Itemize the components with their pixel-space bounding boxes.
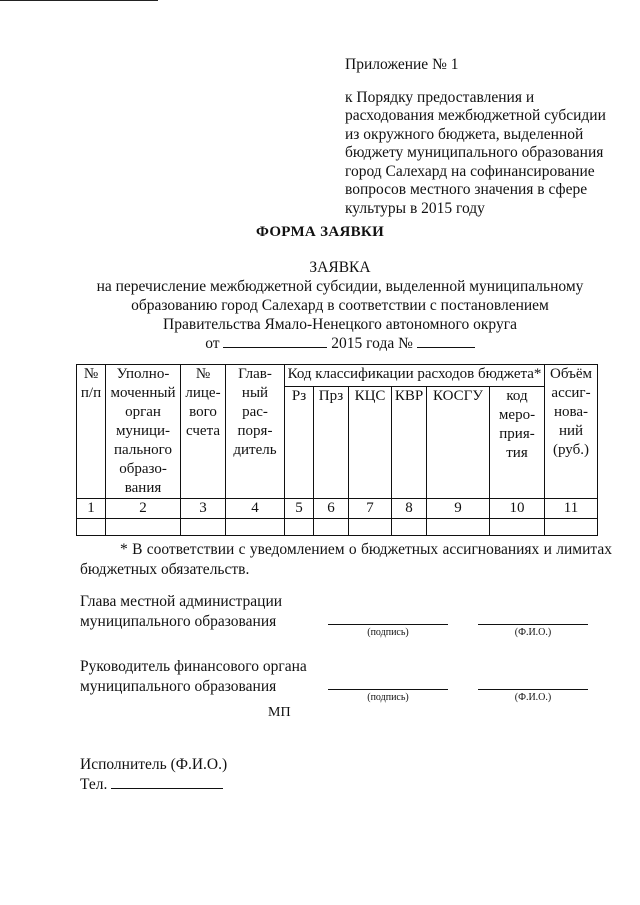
request-heading-block [40,258,640,353]
executor-block [80,755,227,795]
table-cell[interactable] [490,519,545,536]
request-line: на перечисление межбюджетной субсидии, выделенной муниципальному [96,278,584,295]
request-line: образованию город Салехард в соответствии с постановлением [131,297,549,314]
col-kosgu: КОСГУ [427,387,490,499]
stamp-placeholder: МП [268,705,291,720]
col-prz: Прз [314,387,349,499]
appendix-line: культуры в 2015 году [345,199,485,217]
top-rule [0,0,158,1]
table-cell[interactable] [427,519,490,536]
col-volume: Объём ассиг- нова- ний (руб.) [545,365,598,499]
table-cell[interactable] [226,519,285,536]
col-number: 9 [427,499,490,519]
col-number: 5 [285,499,314,519]
col-number: 11 [545,499,598,519]
appendix-number: Приложение № 1 [345,56,459,73]
executor-phone-row [80,775,227,795]
number-blank[interactable] [417,335,475,348]
executor-phone-label: Тел. [80,776,108,793]
table-cell[interactable] [181,519,226,536]
col-rz: Рз [285,387,314,499]
name-caption: (Ф.И.О.) [514,692,552,703]
date-prefix: от [205,335,220,352]
col-manager: Глав- ный рас- поря- дитель [226,365,285,499]
table-cell[interactable] [545,519,598,536]
col-number: 8 [392,499,427,519]
name-caption: (Ф.И.О.) [514,627,552,638]
col-number: 4 [226,499,285,519]
form-title: ФОРМА ЗАЯВКИ [255,224,385,240]
col-code-group: Код классификации расходов бюджета* [285,365,545,387]
col-kvr: КВР [392,387,427,499]
table-empty-row [77,519,598,536]
request-heading: ЗАЯВКА [309,259,371,276]
col-kcs: КЦС [349,387,392,499]
col-number: 7 [349,499,392,519]
signature-caption: (подпись) [367,692,409,703]
name-line[interactable] [478,624,588,625]
col-number: 3 [181,499,226,519]
signature-caption: (подпись) [367,627,409,638]
table-cell[interactable] [77,519,106,536]
table-cell[interactable] [106,519,181,536]
signatory-head-label: Глава местной администрации муниципального образования [80,593,283,630]
appendix-line: бюджету муниципального образования [345,144,604,161]
table-cell[interactable] [285,519,314,536]
table-cell[interactable] [392,519,427,536]
request-table [76,364,598,536]
col-number: 2 [106,499,181,519]
col-organ: Уполно- моченный орган муници- пального образо- вания [106,365,181,499]
table-header-row [77,365,598,387]
appendix-line: город Салехард на софинансирование [345,162,595,180]
col-number: 6 [314,499,349,519]
name-line[interactable] [478,689,588,690]
date-middle: 2015 года № [331,335,413,352]
col-account: № лице- вого счета [181,365,226,499]
table-number-row [77,499,598,519]
signature-line[interactable] [328,624,448,625]
col-event: код меро- прия- тия [490,387,545,499]
appendix-line: к Порядку предоставления и [345,88,535,106]
signatory-finance-label: Руководитель финансового органа муниципального образования [80,658,307,695]
executor-name-label: Исполнитель (Ф.И.О.) [80,756,228,773]
appendix-line: из окружного бюджета, выделенной [345,125,584,143]
table-cell[interactable] [314,519,349,536]
appendix-line: вопросов местного значения в сфере [345,181,588,198]
col-number: 1 [77,499,106,519]
table-cell[interactable] [349,519,392,536]
request-line: Правительства Ямало-Ненецкого автономного округа [163,316,517,333]
request-date-line [40,334,640,353]
signature-line[interactable] [328,689,448,690]
appendix-block [345,56,615,218]
col-num: № п/п [77,365,106,499]
phone-blank[interactable] [111,776,223,789]
footnote: * В соответствии с уведомлением о бюджетных ассигнованиях и лимитах бюджетных обязательств. [80,541,612,578]
col-number: 10 [490,499,545,519]
appendix-line: расходования межбюджетной субсидии [345,107,606,124]
date-blank[interactable] [223,335,327,348]
